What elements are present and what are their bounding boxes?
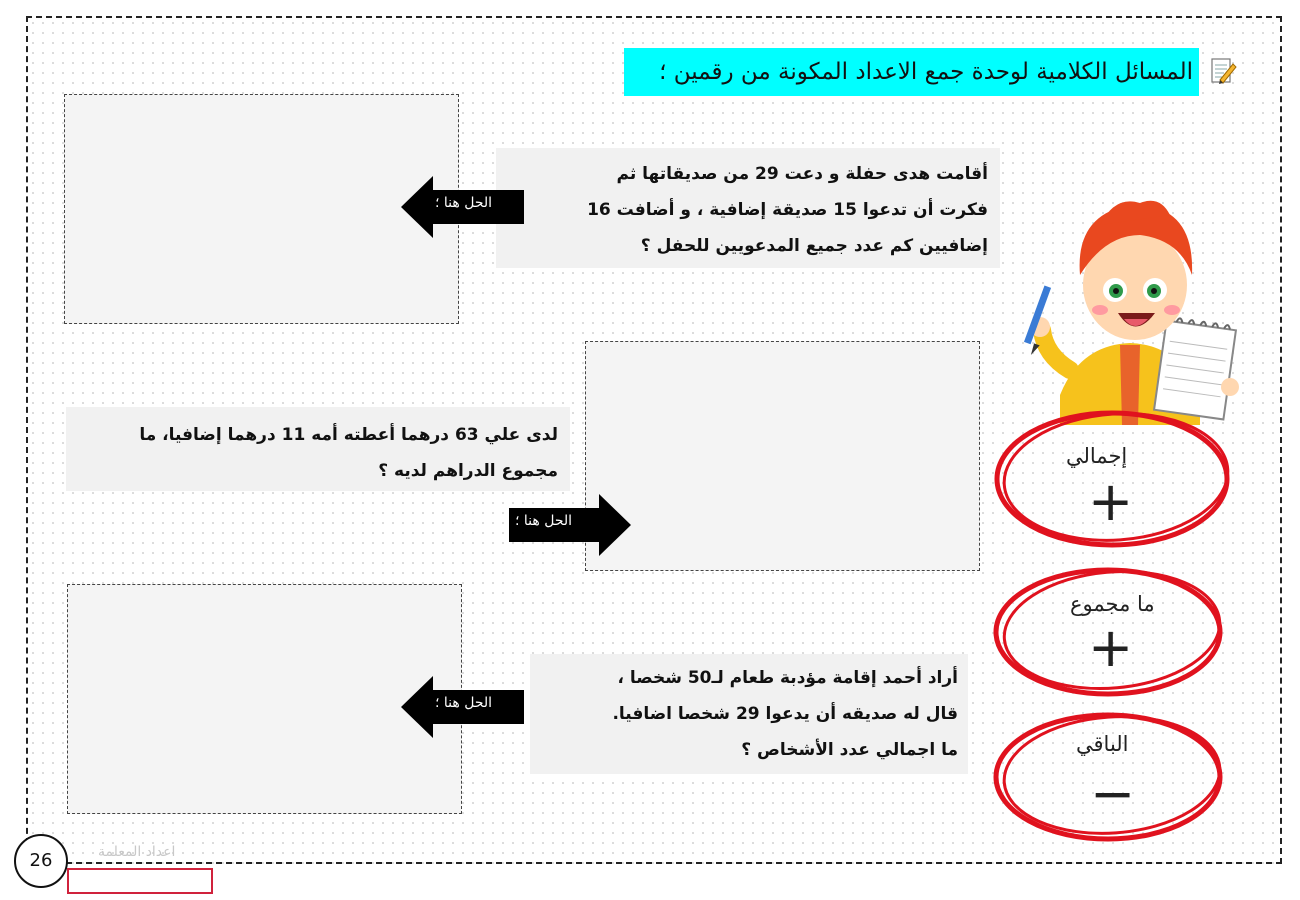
problem-3-line-1: أراد أحمد إقامة مؤدبة طعام لـ50 شخصا ،	[617, 668, 958, 688]
page-number: 26	[14, 834, 68, 888]
answer-arrow-3-label: الحل هنا ؛	[435, 695, 493, 711]
answer-arrow-1	[401, 176, 524, 238]
problem-1-line-1: أقامت هدى حفلة و دعت 29 من صديقاتها ثم	[616, 164, 988, 184]
memo-pencil-icon	[1206, 54, 1238, 86]
problem-2-line-2: مجموع الدراهم لديه ؟	[378, 461, 558, 481]
problem-3-line-2: قال له صديقه أن يدعوا 29 شخصا اضافيا.	[612, 704, 958, 724]
prepared-by-label: اعداد المعلمة	[98, 844, 176, 860]
keyword-operator-2: +	[1088, 616, 1134, 679]
keyword-word-3: الباقي	[1076, 732, 1129, 756]
keyword-operator-1: +	[1088, 470, 1134, 533]
answer-box-2[interactable]	[585, 341, 980, 571]
problem-3	[530, 654, 968, 774]
problem-1-line-3: إضافيين كم عدد جميع المدعويين للحفل ؟	[640, 236, 988, 256]
answer-arrow-1-label: الحل هنا ؛	[435, 195, 493, 211]
problem-3-line-3: ما اجمالي عدد الأشخاص ؟	[741, 740, 958, 760]
keyword-operator-3: −	[1090, 762, 1136, 825]
teacher-name-field[interactable]	[67, 868, 213, 894]
problem-1-line-2: فكرت أن تدعوا 15 صديقة إضافية ، و أضافت 16	[587, 200, 988, 220]
answer-arrow-2-label: الحل هنا ؛	[515, 513, 573, 529]
answer-box-1[interactable]	[64, 94, 459, 324]
problem-1	[496, 148, 1000, 268]
keyword-word-1: إجمالي	[1066, 444, 1128, 468]
problem-2-line-1: لدى علي 63 درهما أعطته أمه 11 درهما إضافيا، ما	[139, 425, 558, 445]
answer-arrow-2	[509, 494, 631, 556]
answer-arrow-3	[401, 676, 524, 738]
worksheet-title: المسائل الكلامية لوحدة جمع الاعداد المكونة من رقمين ؛	[624, 48, 1199, 96]
boy-with-notepad-illustration	[1020, 195, 1240, 425]
problem-2	[66, 407, 570, 491]
keyword-word-2: ما مجموع	[1070, 592, 1155, 616]
